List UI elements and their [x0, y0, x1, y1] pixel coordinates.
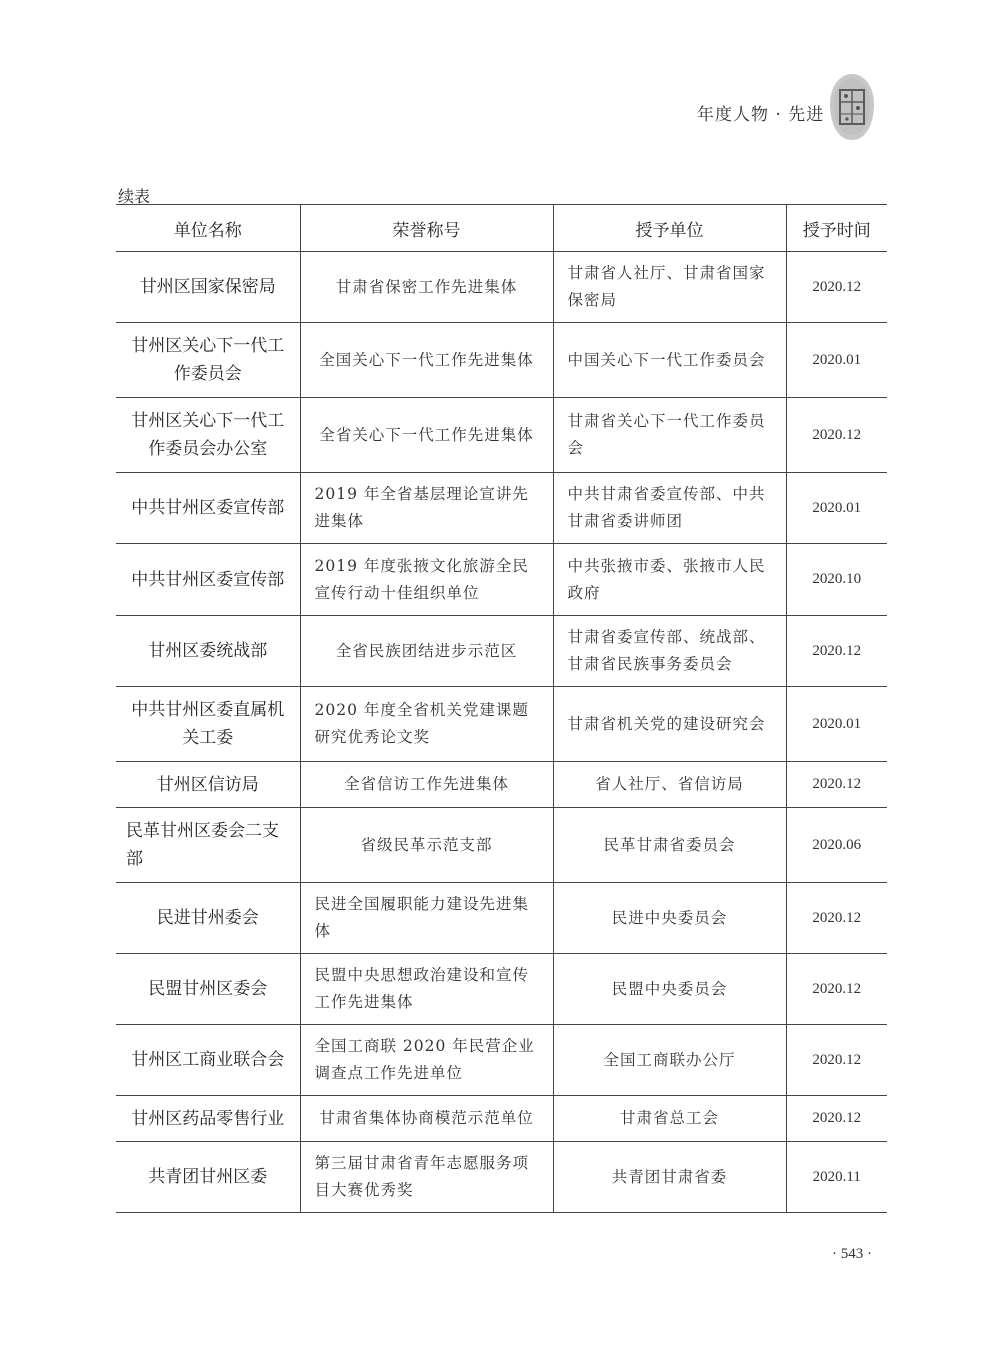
honors-table [116, 204, 887, 1213]
unit-name-cell: 甘州区药品零售行业 [116, 1096, 300, 1142]
table-row [116, 473, 887, 544]
honor-title-cell: 全省信访工作先进集体 [300, 762, 553, 808]
grant-date-cell: 2020.12 [786, 398, 887, 473]
page-number: · 543 · [832, 1246, 872, 1262]
honor-title-cell: 民进全国履职能力建设先进集体 [300, 883, 553, 954]
grant-date-cell: 2020.12 [786, 616, 887, 687]
table-header-row [116, 205, 887, 252]
running-header: 年度人物 · 先进 [697, 105, 825, 125]
granting-unit-cell: 中共张掖市委、张掖市人民政府 [553, 544, 786, 616]
honor-title-cell: 甘肃省保密工作先进集体 [300, 252, 553, 323]
grant-date-cell: 2020.12 [786, 1025, 887, 1096]
table-row [116, 323, 887, 398]
granting-unit-cell: 甘肃省委宣传部、统战部、甘肃省民族事务委员会 [553, 616, 786, 687]
grant-date-cell: 2020.06 [786, 808, 887, 883]
granting-unit-cell: 甘肃省关心下一代工作委员会 [553, 398, 786, 473]
grant-date-cell: 2020.12 [786, 1096, 887, 1142]
grant-date-cell: 2020.12 [786, 762, 887, 808]
honor-title-cell: 甘肃省集体协商模范示范单位 [300, 1096, 553, 1142]
grant-date-cell: 2020.01 [786, 323, 887, 398]
honor-title-cell: 全省民族团结进步示范区 [300, 616, 553, 687]
granting-unit-cell: 共青团甘肃省委 [553, 1142, 786, 1213]
unit-name-cell: 甘州区委统战部 [116, 616, 300, 687]
granting-unit-cell: 中国关心下一代工作委员会 [553, 323, 786, 398]
honor-title-cell: 2019 年度张掖文化旅游全民宣传行动十佳组织单位 [300, 544, 553, 616]
unit-name-cell: 民盟甘州区委会 [116, 954, 300, 1025]
table-row [116, 1142, 887, 1213]
table-row [116, 252, 887, 323]
honor-title-cell: 民盟中央思想政治建设和宣传工作先进集体 [300, 954, 553, 1025]
grant-date-cell: 2020.11 [786, 1142, 887, 1213]
honor-title-cell: 全国工商联 2020 年民营企业调查点工作先进单位 [300, 1025, 553, 1096]
unit-name-cell: 民进甘州委会 [116, 883, 300, 954]
honor-title-cell: 第三届甘肃省青年志愿服务项目大赛优秀奖 [300, 1142, 553, 1213]
grant-date-cell: 2020.01 [786, 687, 887, 762]
unit-name-cell: 民革甘州区委会二支部 [116, 808, 300, 883]
table-caption: 续表 [118, 187, 151, 206]
granting-unit-cell: 民盟中央委员会 [553, 954, 786, 1025]
column-header-grantor: 授予单位 [553, 205, 786, 252]
grant-date-cell: 2020.12 [786, 883, 887, 954]
grant-date-cell: 2020.10 [786, 544, 887, 616]
honor-title-cell: 2020 年度全省机关党建课题研究优秀论文奖 [300, 687, 553, 762]
table-row [116, 687, 887, 762]
table-row [116, 954, 887, 1025]
granting-unit-cell: 全国工商联办公厅 [553, 1025, 786, 1096]
grant-date-cell: 2020.12 [786, 252, 887, 323]
granting-unit-cell: 甘肃省总工会 [553, 1096, 786, 1142]
granting-unit-cell: 甘肃省机关党的建设研究会 [553, 687, 786, 762]
unit-name-cell: 甘州区信访局 [116, 762, 300, 808]
table-row [116, 883, 887, 954]
column-header-date: 授予时间 [786, 205, 887, 252]
table-row [116, 616, 887, 687]
grant-date-cell: 2020.12 [786, 954, 887, 1025]
unit-name-cell: 中共甘州区委直属机关工委 [116, 687, 300, 762]
column-header-unit: 单位名称 [116, 205, 300, 252]
granting-unit-cell: 民革甘肃省委员会 [553, 808, 786, 883]
column-header-honor: 荣誉称号 [300, 205, 553, 252]
granting-unit-cell: 中共甘肃省委宣传部、中共甘肃省委讲师团 [553, 473, 786, 544]
honor-title-cell: 全国关心下一代工作先进集体 [300, 323, 553, 398]
granting-unit-cell: 省人社厅、省信访局 [553, 762, 786, 808]
grant-date-cell: 2020.01 [786, 473, 887, 544]
unit-name-cell: 甘州区关心下一代工作委员会 [116, 323, 300, 398]
table-row [116, 1025, 887, 1096]
table-row [116, 808, 887, 883]
unit-name-cell: 甘州区关心下一代工作委员会办公室 [116, 398, 300, 473]
honor-title-cell: 2019 年全省基层理论宣讲先进集体 [300, 473, 553, 544]
unit-name-cell: 甘州区国家保密局 [116, 252, 300, 323]
table-row [116, 762, 887, 808]
honor-title-cell: 省级民革示范支部 [300, 808, 553, 883]
unit-name-cell: 甘州区工商业联合会 [116, 1025, 300, 1096]
granting-unit-cell: 甘肃省人社厅、甘肃省国家保密局 [553, 252, 786, 323]
granting-unit-cell: 民进中央委员会 [553, 883, 786, 954]
stone-seal-icon [828, 72, 876, 142]
unit-name-cell: 共青团甘州区委 [116, 1142, 300, 1213]
table-row [116, 398, 887, 473]
table-row [116, 544, 887, 616]
table-row [116, 1096, 887, 1142]
unit-name-cell: 中共甘州区委宣传部 [116, 544, 300, 616]
unit-name-cell: 中共甘州区委宣传部 [116, 473, 300, 544]
honor-title-cell: 全省关心下一代工作先进集体 [300, 398, 553, 473]
